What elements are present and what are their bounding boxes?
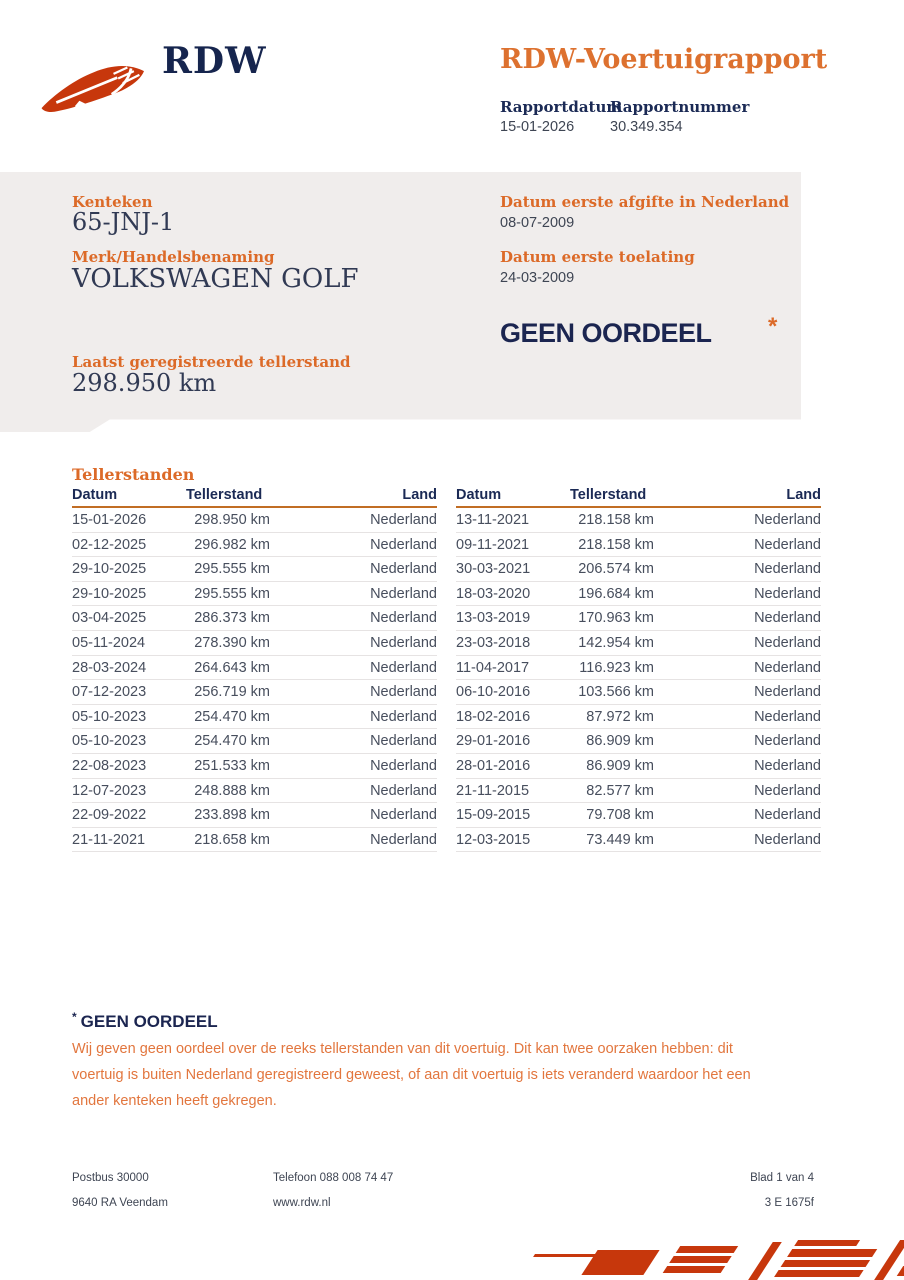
footnote-text: Wij geven geen oordeel over de reeks tellerstanden van dit voertuig. Dit kan twee oorzaken hebben: dit voertuig is buiten Nederland geregistreerd geweest, of aan dit voertuig is iets veranderd waardoor het een ander kenteken heeft gekregen. bbox=[72, 1041, 751, 1109]
table-cell: 233.898 km bbox=[194, 807, 270, 824]
table-header-row bbox=[456, 487, 821, 508]
table-row bbox=[456, 779, 821, 804]
table-cell: Nederland bbox=[370, 634, 437, 651]
table-row bbox=[72, 705, 437, 730]
tellerstand-value: 298.950 km bbox=[72, 369, 217, 397]
table-body-right bbox=[456, 508, 821, 852]
table-row bbox=[72, 828, 437, 853]
table-cell: 286.373 km bbox=[194, 610, 270, 627]
table-cell: 256.719 km bbox=[194, 684, 270, 701]
table-body-left bbox=[72, 508, 437, 852]
table-cell: 298.950 km bbox=[194, 512, 270, 528]
table-cell: 248.888 km bbox=[194, 782, 270, 799]
table-cell: 82.577 km bbox=[586, 782, 654, 799]
table-cell: 12-07-2023 bbox=[72, 782, 147, 799]
table-cell: 254.470 km bbox=[194, 733, 270, 750]
table-cell: Nederland bbox=[370, 708, 437, 725]
table-cell: 29-01-2016 bbox=[456, 733, 531, 750]
odometer-table-right bbox=[456, 487, 821, 852]
column-header-land: Land bbox=[402, 487, 437, 503]
table-title: Tellerstanden bbox=[72, 465, 195, 484]
table-row bbox=[72, 533, 437, 558]
table-cell: Nederland bbox=[370, 512, 437, 528]
table-row bbox=[456, 680, 821, 705]
tellerstand-label: Laatst geregistreerde tellerstand bbox=[72, 353, 351, 371]
table-cell: 142.954 km bbox=[578, 634, 654, 651]
table-cell: Nederland bbox=[754, 782, 821, 799]
table-cell: 03-04-2025 bbox=[72, 610, 147, 627]
table-cell: Nederland bbox=[370, 561, 437, 578]
table-row bbox=[72, 754, 437, 779]
footnote-heading bbox=[72, 1010, 218, 1032]
table-cell: Nederland bbox=[754, 757, 821, 774]
column-header-datum: Datum bbox=[456, 487, 502, 503]
table-cell: 18-02-2016 bbox=[456, 708, 531, 725]
table-cell: 86.909 km bbox=[586, 757, 654, 774]
table-row bbox=[72, 729, 437, 754]
verdict-asterisk: * bbox=[768, 313, 778, 340]
table-row bbox=[72, 557, 437, 582]
footer-phone: Telefoon 088 008 74 47 bbox=[273, 1172, 394, 1184]
table-cell: Nederland bbox=[754, 634, 821, 651]
column-header-tellerstand: Tellerstand bbox=[570, 487, 647, 503]
rdw-logo-text: RDW bbox=[162, 40, 267, 82]
table-cell: Nederland bbox=[754, 733, 821, 750]
table-cell: Nederland bbox=[754, 561, 821, 578]
table-row bbox=[456, 533, 821, 558]
report-number-label: Rapportnummer bbox=[610, 98, 750, 116]
table-cell: Nederland bbox=[370, 610, 437, 627]
table-cell: 73.449 km bbox=[586, 831, 654, 848]
table-cell: 87.972 km bbox=[586, 708, 654, 725]
table-cell: 30-03-2021 bbox=[456, 561, 531, 578]
odometer-tables bbox=[72, 487, 821, 852]
table-cell: 264.643 km bbox=[194, 659, 270, 676]
table-cell: Nederland bbox=[370, 659, 437, 676]
table-cell: 116.923 km bbox=[579, 659, 654, 676]
table-cell: 05-10-2023 bbox=[72, 733, 147, 750]
footer-website: www.rdw.nl bbox=[273, 1197, 331, 1209]
footnote-asterisk: * bbox=[72, 1010, 77, 1024]
kenteken-value: 65-JNJ-1 bbox=[72, 208, 175, 236]
table-cell: 12-03-2015 bbox=[456, 831, 531, 848]
table-cell: Nederland bbox=[754, 536, 821, 553]
odometer-table-left bbox=[72, 487, 437, 852]
table-row bbox=[72, 656, 437, 681]
table-cell: Nederland bbox=[754, 684, 821, 701]
table-cell: Nederland bbox=[754, 807, 821, 824]
table-cell: 296.982 km bbox=[194, 536, 270, 553]
table-cell: 278.390 km bbox=[194, 634, 270, 651]
table-row bbox=[72, 803, 437, 828]
merk-label: Merk/Handelsbenaming bbox=[72, 248, 275, 266]
report-date-label: Rapportdatum bbox=[500, 98, 623, 116]
table-cell: 22-08-2023 bbox=[72, 757, 147, 774]
table-row bbox=[456, 803, 821, 828]
table-cell: 196.684 km bbox=[578, 585, 654, 602]
table-row bbox=[456, 705, 821, 730]
table-cell: 15-01-2026 bbox=[72, 512, 147, 528]
table-row bbox=[72, 508, 437, 533]
document-title: RDW-Voertuigrapport bbox=[500, 44, 828, 75]
report-number-value: 30.349.354 bbox=[610, 119, 683, 135]
table-cell: Nederland bbox=[370, 782, 437, 799]
footer-form-code: 3 E 1675f bbox=[764, 1197, 814, 1209]
column-header-datum: Datum bbox=[72, 487, 118, 503]
report-date-value: 15-01-2026 bbox=[500, 119, 575, 135]
table-cell: Nederland bbox=[370, 536, 437, 553]
table-cell: 86.909 km bbox=[586, 733, 654, 750]
footer-city: 9640 RA Veendam bbox=[72, 1197, 168, 1209]
table-cell: 13-03-2019 bbox=[456, 610, 531, 627]
table-cell: Nederland bbox=[754, 610, 821, 627]
table-cell: 218.158 km bbox=[578, 512, 654, 528]
table-cell: 29-10-2025 bbox=[72, 561, 147, 578]
table-cell: Nederland bbox=[754, 585, 821, 602]
table-row bbox=[456, 656, 821, 681]
table-cell: Nederland bbox=[370, 757, 437, 774]
table-cell: Nederland bbox=[370, 807, 437, 824]
table-cell: 05-11-2024 bbox=[72, 634, 146, 651]
table-row bbox=[72, 680, 437, 705]
table-cell: Nederland bbox=[754, 512, 821, 528]
merk-value: VOLKSWAGEN GOLF bbox=[72, 264, 359, 294]
footer-page-number: Blad 1 van 4 bbox=[750, 1172, 814, 1184]
table-cell: 28-01-2016 bbox=[456, 757, 531, 774]
table-cell: 05-10-2023 bbox=[72, 708, 147, 725]
table-cell: 295.555 km bbox=[194, 561, 270, 578]
table-row bbox=[456, 631, 821, 656]
table-header-row bbox=[72, 487, 437, 508]
table-cell: 79.708 km bbox=[586, 807, 654, 824]
table-cell: Nederland bbox=[754, 659, 821, 676]
toelating-label: Datum eerste toelating bbox=[500, 248, 695, 266]
table-cell: 28-03-2024 bbox=[72, 659, 147, 676]
table-cell: Nederland bbox=[370, 831, 437, 848]
table-cell: 11-04-2017 bbox=[456, 659, 530, 676]
table-cell: 218.658 km bbox=[194, 831, 270, 848]
table-cell: 206.574 km bbox=[578, 561, 654, 578]
table-cell: 170.963 km bbox=[578, 610, 654, 627]
table-row bbox=[456, 508, 821, 533]
table-row bbox=[456, 606, 821, 631]
table-cell: 21-11-2021 bbox=[72, 831, 146, 848]
speed-stripes-graphic bbox=[520, 1234, 904, 1280]
table-cell: 18-03-2020 bbox=[456, 585, 531, 602]
table-row bbox=[72, 582, 437, 607]
kenteken-label: Kenteken bbox=[72, 193, 153, 211]
rdw-feather-logo bbox=[36, 52, 156, 118]
table-cell: 23-03-2018 bbox=[456, 634, 531, 651]
table-cell: 06-10-2016 bbox=[456, 684, 531, 701]
table-cell: Nederland bbox=[754, 708, 821, 725]
table-cell: 07-12-2023 bbox=[72, 684, 147, 701]
table-cell: 15-09-2015 bbox=[456, 807, 531, 824]
footnote-title: GEEN OORDEEL bbox=[80, 1012, 218, 1031]
table-row bbox=[456, 754, 821, 779]
table-cell: 22-09-2022 bbox=[72, 807, 147, 824]
table-cell: Nederland bbox=[370, 733, 437, 750]
table-cell: 09-11-2021 bbox=[456, 536, 530, 553]
table-cell: 218.158 km bbox=[578, 536, 654, 553]
table-cell: 254.470 km bbox=[194, 708, 270, 725]
table-row bbox=[456, 729, 821, 754]
table-row bbox=[456, 828, 821, 853]
table-row bbox=[456, 557, 821, 582]
toelating-value: 24-03-2009 bbox=[500, 270, 575, 286]
table-row bbox=[72, 606, 437, 631]
table-cell: 13-11-2021 bbox=[456, 512, 530, 528]
footer-postbus: Postbus 30000 bbox=[72, 1172, 149, 1184]
table-row bbox=[72, 779, 437, 804]
table-row bbox=[72, 631, 437, 656]
table-cell: 29-10-2025 bbox=[72, 585, 147, 602]
table-cell: 02-12-2025 bbox=[72, 536, 147, 553]
column-header-land: Land bbox=[786, 487, 821, 503]
table-cell: 21-11-2015 bbox=[456, 782, 530, 799]
verdict-text: GEEN OORDEEL bbox=[500, 318, 712, 348]
afgifte-value: 08-07-2009 bbox=[500, 215, 575, 231]
table-cell: 251.533 km bbox=[194, 757, 270, 774]
table-cell: Nederland bbox=[370, 585, 437, 602]
table-cell: Nederland bbox=[370, 684, 437, 701]
table-cell: Nederland bbox=[754, 831, 821, 848]
table-cell: 295.555 km bbox=[194, 585, 270, 602]
table-cell: 103.566 km bbox=[578, 684, 654, 701]
afgifte-label: Datum eerste afgifte in Nederland bbox=[500, 193, 790, 211]
table-row bbox=[456, 582, 821, 607]
column-header-tellerstand: Tellerstand bbox=[186, 487, 263, 503]
